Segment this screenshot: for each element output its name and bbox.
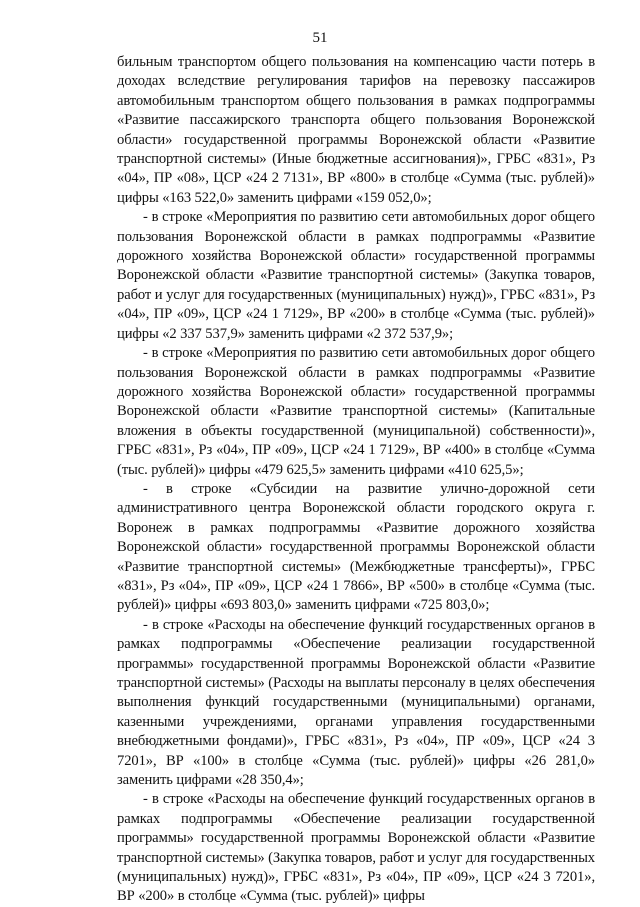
paragraph-item: - в строке «Мероприятия по развитию сети автомобильных дорог общего пользования Воронежской области в рамках подпрограммы «Развитие дорожного хозяйства Воронежской области» государственной программы Воронежской области «Развитие транспортной системы» (Капитальные вложения в объекты государственной (муниципальной) собственности)», ГРБС «831», Рз «04», ПР «09», ЦСР «24 1 7129», ВР «400» в столбце «Сумма (тыс. рублей)» цифры «479 625,5» заменить цифрами «410 625,5»; bbox=[117, 345, 595, 478]
page-number: 51 bbox=[312, 30, 328, 46]
paragraph-item: - в строке «Расходы на обеспечение функций государственных органов в рамках подпрограммы «Обеспечение реализации государственной программы» государственной программы Воронежской области «Развитие транспортной системы» (Расходы на выплаты персоналу в целях обеспечения выполнения функций государственными (муниципальными) органами, казенными учреждениями, органами управления государственными внебюджетными фондами)», ГРБС «831», Рз «04», ПР «09», ЦСР «24 3 7201», ВР «100» в столбце «Сумма (тыс. рублей)» цифры «26 281,0» заменить цифрами «28 350,4»; bbox=[117, 616, 595, 789]
paragraph-continuation: бильным транспортом общего пользования на компенсацию части потерь в доходах вследствие регулирования тарифов на перевозку пассажиров автомобильным транспортом общего пользования в рамках подпрограммы «Развитие пассажирского транспорта общего пользования Воронежской области» государственной программы Воронежской области «Развитие транспортной системы» (Иные бюджетные ассигнования)», ГРБС «831», Рз «04», ПР «08», ЦСР «24 2 7131», ВР «800» в столбце «Сумма (тыс. рублей)» цифры «163 522,0» заменить цифрами «159 052,0»; bbox=[117, 54, 595, 206]
paragraph-item: - в строке «Расходы на обеспечение функций государственных органов в рамках подпрограммы «Обеспечение реализации государственной программы» государственной программы Воронежской области «Развитие транспортной системы» (Закупка товаров, работ и услуг для государственных (муниципальных) нужд)», ГРБС «831», Рз «04», ПР «09», ЦСР «24 3 7201», ВР «200» в столбце «Сумма (тыс. рублей)» цифры bbox=[117, 791, 595, 905]
document-body bbox=[117, 53, 595, 907]
paragraph-item: - в строке «Субсидии на развитие улично-дорожной сети административного центра Воронежской области городского округа г. Воронеж в рамках подпрограммы «Развитие дорожного хозяйства Воронежской области» государственной программы Воронежской области «Развитие транспортной системы» (Межбюджетные трансферты)», ГРБС «831», Рз «04», ПР «09», ЦСР «24 1 7866», ВР «500» в столбце «Сумма (тыс. рублей)» цифры «693 803,0» заменить цифрами «725 803,0»; bbox=[117, 480, 595, 614]
paragraph-item: - в строке «Мероприятия по развитию сети автомобильных дорог общего пользования Воронежской области в рамках подпрограммы «Развитие дорожного хозяйства Воронежской области» государственной программы Воронежской области «Развитие транспортной системы» (Закупка товаров, работ и услуг для государственных (муниципальных) нужд)», ГРБС «831», Рз «04», ПР «09», ЦСР «24 1 7129», ВР «200» в столбце «Сумма (тыс. рублей)» цифры «2 337 537,9» заменить цифрами «2 372 537,9»; bbox=[117, 209, 595, 342]
